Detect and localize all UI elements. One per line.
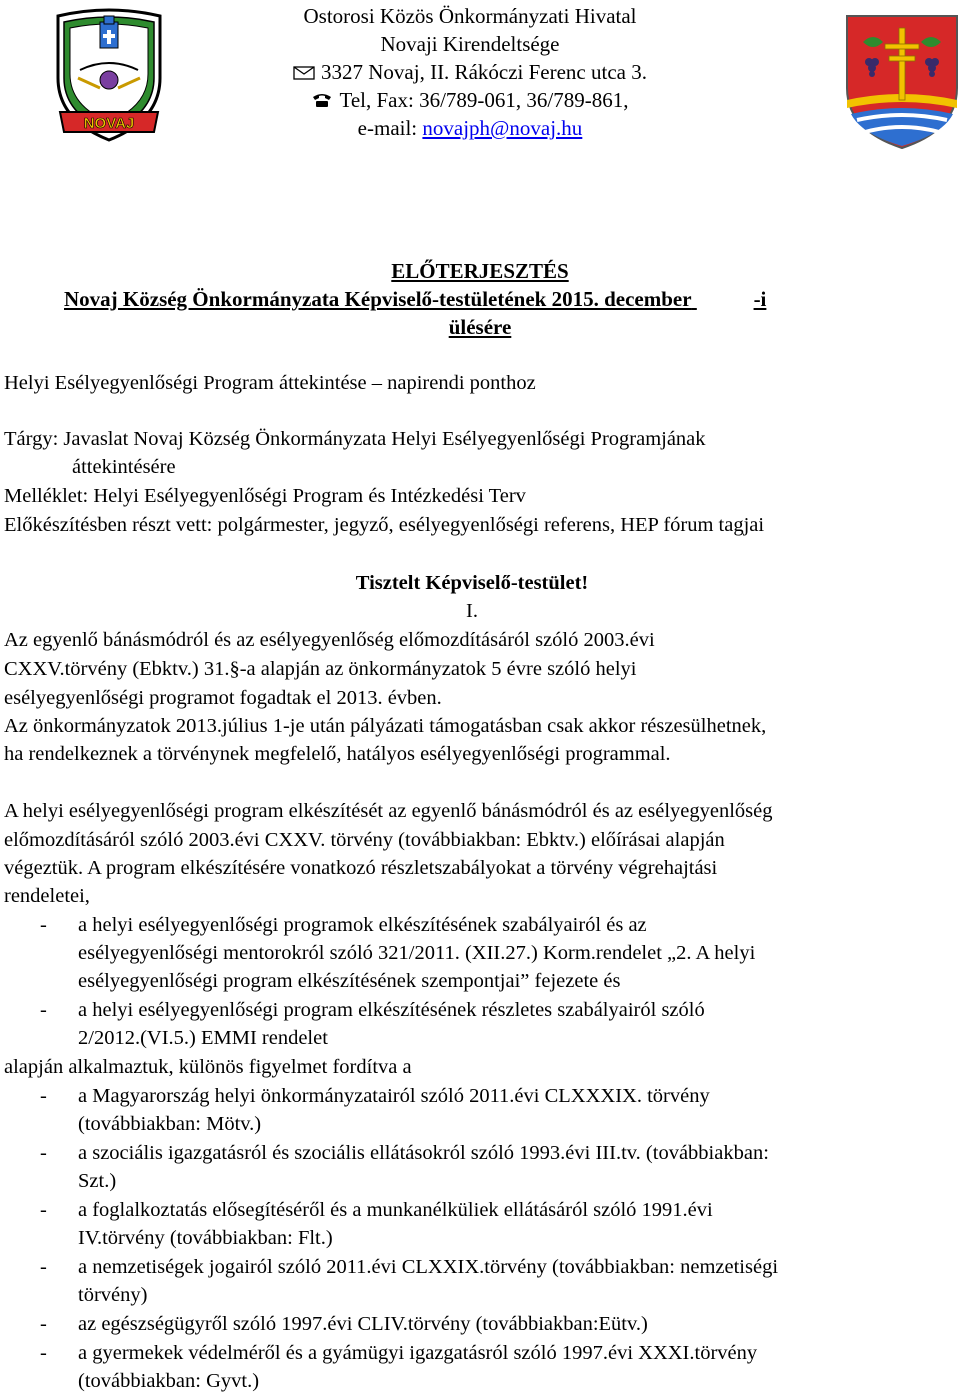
p1-line-1: Az egyenlő bánásmódról és az esélyegyenlőség előmozdításáról szóló 2003.évi bbox=[4, 629, 655, 651]
p4-line: alapján alkalmaztuk, különös figyelmet fordítva a bbox=[4, 1056, 412, 1078]
telephone-icon bbox=[311, 92, 333, 108]
phone-line bbox=[230, 86, 710, 114]
p2-line-2: ha rendelkeznek a törvénynek megfelelő, hatályos esélyegyenlőségi programmal. bbox=[4, 743, 671, 765]
envelope-icon bbox=[293, 66, 315, 80]
p3-line-4: rendeletei, bbox=[4, 885, 90, 907]
coat-of-arms-logo-right bbox=[843, 12, 960, 150]
logo-left-text: NOVAJ bbox=[83, 115, 135, 132]
p3-line-1: A helyi esélyegyenlőségi program elkészítését az egyenlő bánásmódról és az esélyegyenlőség bbox=[4, 800, 773, 822]
email-label: e-mail: bbox=[357, 116, 423, 140]
phone-text: Tel, Fax: 36/789-061, 36/789-861, bbox=[339, 88, 629, 112]
prepared-line: Előkészítésben részt vett: polgármester, jegyző, esélyegyenlőségi referens, HEP fórum tagjai bbox=[4, 514, 765, 536]
section-number: I. bbox=[466, 600, 478, 622]
novaj-crest-logo-left bbox=[50, 8, 168, 144]
attachment-line: Melléklet: Helyi Esélyegyenlőségi Program és Intézkedési Terv bbox=[4, 485, 526, 507]
email-link[interactable]: novajph@novaj.hu bbox=[422, 116, 583, 140]
subject-line-2: áttekintésére bbox=[72, 456, 176, 478]
salutation: Tisztelt Képviselő-testület! bbox=[355, 572, 589, 594]
branch-name: Novaji Kirendeltsége bbox=[380, 32, 560, 56]
address-line bbox=[230, 58, 710, 86]
email-line bbox=[230, 114, 710, 142]
p3-line-2: előmozdításáról szóló 2003.évi CXXV. törvény (továbbiakban: Ebktv.) előírásai alapján bbox=[4, 829, 725, 851]
document-heading: ELŐTERJESZTÉS bbox=[391, 259, 569, 283]
p1-line-3: esélyegyenlőségi programot fogadtak el 2013. évben. bbox=[4, 687, 442, 709]
meeting-line: Novaj Község Önkormányzata Képviselő-testületének 2015. december -i bbox=[64, 287, 767, 311]
document-page: NOVAJ Ostorosi Közös Önkormányzati Hivatal Novaji Kirendeltsége 3327 Novaj, II. Rákóczi Ferenc utca 3. Tel, Fax: 36/789-061, 36/789-861, e-mail: novajph@novaj.hu ELŐTERJESZTÉS Novaj Község Önkormányzata Képviselő-testületének 2015. december -i ülésére Helyi Esélyegyenlőségi Program áttekintése – napirendi ponthoz Tárgy: Javaslat Novaj Község Önkormányzata Helyi Esélyegyenlőségi Programjának áttekintésére Melléklet: Helyi Esélyegyenlőségi Program és Intézkedési Terv Előkészítésben részt vett: polgármester, jegyző, esélyegyenlőségi referens, HEP fórum tagjai Tisztelt Képviselő-testület! I. Az egyenlő bánásmódról és az esélyegyenlőség előmozdításáról szóló 2003.évi CXXV.törvény (Ebktv.) 31.§-a alapján az önkormányzatok 5 évre szóló helyi esélyegyenlőségi programot fogadtak el 2013. évben. Az önkormányzatok 2013.július 1-je után pályázati támogatásban csak akkor részesülhetnek, ha rendelkeznek a törvénynek megfelelő, hatályos esélyegyenlőségi programmal. A helyi esélyegyenlőségi program elkészítését az egyenlő bánásmódról és az esélyegyenlőség előmozdításáról szóló 2003.évi CXXV. törvény (továbbiakban: Ebktv.) előírásai alapján végeztük. A program elkészítésére vonatkozó részletszabályokat a törvény végrehajtási rendeletei, - a helyi esélyegyenlőségi programok elkészítésének szabályairól és az esélyegyenlőségi mentorokról szóló 321/2011. (XII.27.) Korm.rendelet „2. A helyi esélyegyenlőségi program elkészítésének szempontjai” fejezete és - a helyi esélyegyenlőségi program elkészítésének részletes szabályairól szóló 2/2012.(VI.5.) EMMI rendelet alapján alkalmaztuk, különös figyelmet fordítva a - a Magyarország helyi önkormányzatairól szóló 2011.évi CLXXXIX. törvény (továbbiakban: Mötv.) - a szociális igazgatásról és szociális ellátásokról szóló 1993.évi III.tv. (továbbiakban: Szt.) - a foglalkoztatás elősegítéséről és a munkanélküliek ellátásáról szóló 1991.évi IV.törvény (továbbiakban: Flt.) - a nemzetiségek jogairól szóló 2011.évi CLXXIX.törvény (továbbiakban: nemzetiségi törvény) - az egészségügyről szóló 1997.évi CLIV.törvény (továbbiakban:Eütv.) - a gyermekek védelméről és a gyámügyi igazgatásról szóló 1997.évi XXXI.törvény (továbbiakban: Gyvt.) bbox=[0, 0, 960, 1396]
subject-line-1: Tárgy: Javaslat Novaj Község Önkormányzata Helyi Esélyegyenlőségi Programjának bbox=[4, 428, 706, 450]
address-text: 3327 Novaj, II. Rákóczi Ferenc utca 3. bbox=[321, 60, 647, 84]
office-name: Ostorosi Közös Önkormányzati Hivatal bbox=[303, 4, 637, 28]
p2-line-1: Az önkormányzatok 2013.július 1-je után pályázati támogatásban csak akkor részesülhetnek, bbox=[4, 715, 767, 737]
p1-line-2: CXXV.törvény (Ebktv.) 31.§-a alapján az önkormányzatok 5 évre szóló helyi bbox=[4, 658, 637, 680]
meeting-line-2: ülésére bbox=[448, 315, 512, 339]
p3-line-3: végeztük. A program elkészítésére vonatkozó részletszabályokat a törvény végrehajtási bbox=[4, 857, 718, 879]
agenda-line: Helyi Esélyegyenlőségi Program áttekintése – napirendi ponthoz bbox=[4, 372, 536, 394]
